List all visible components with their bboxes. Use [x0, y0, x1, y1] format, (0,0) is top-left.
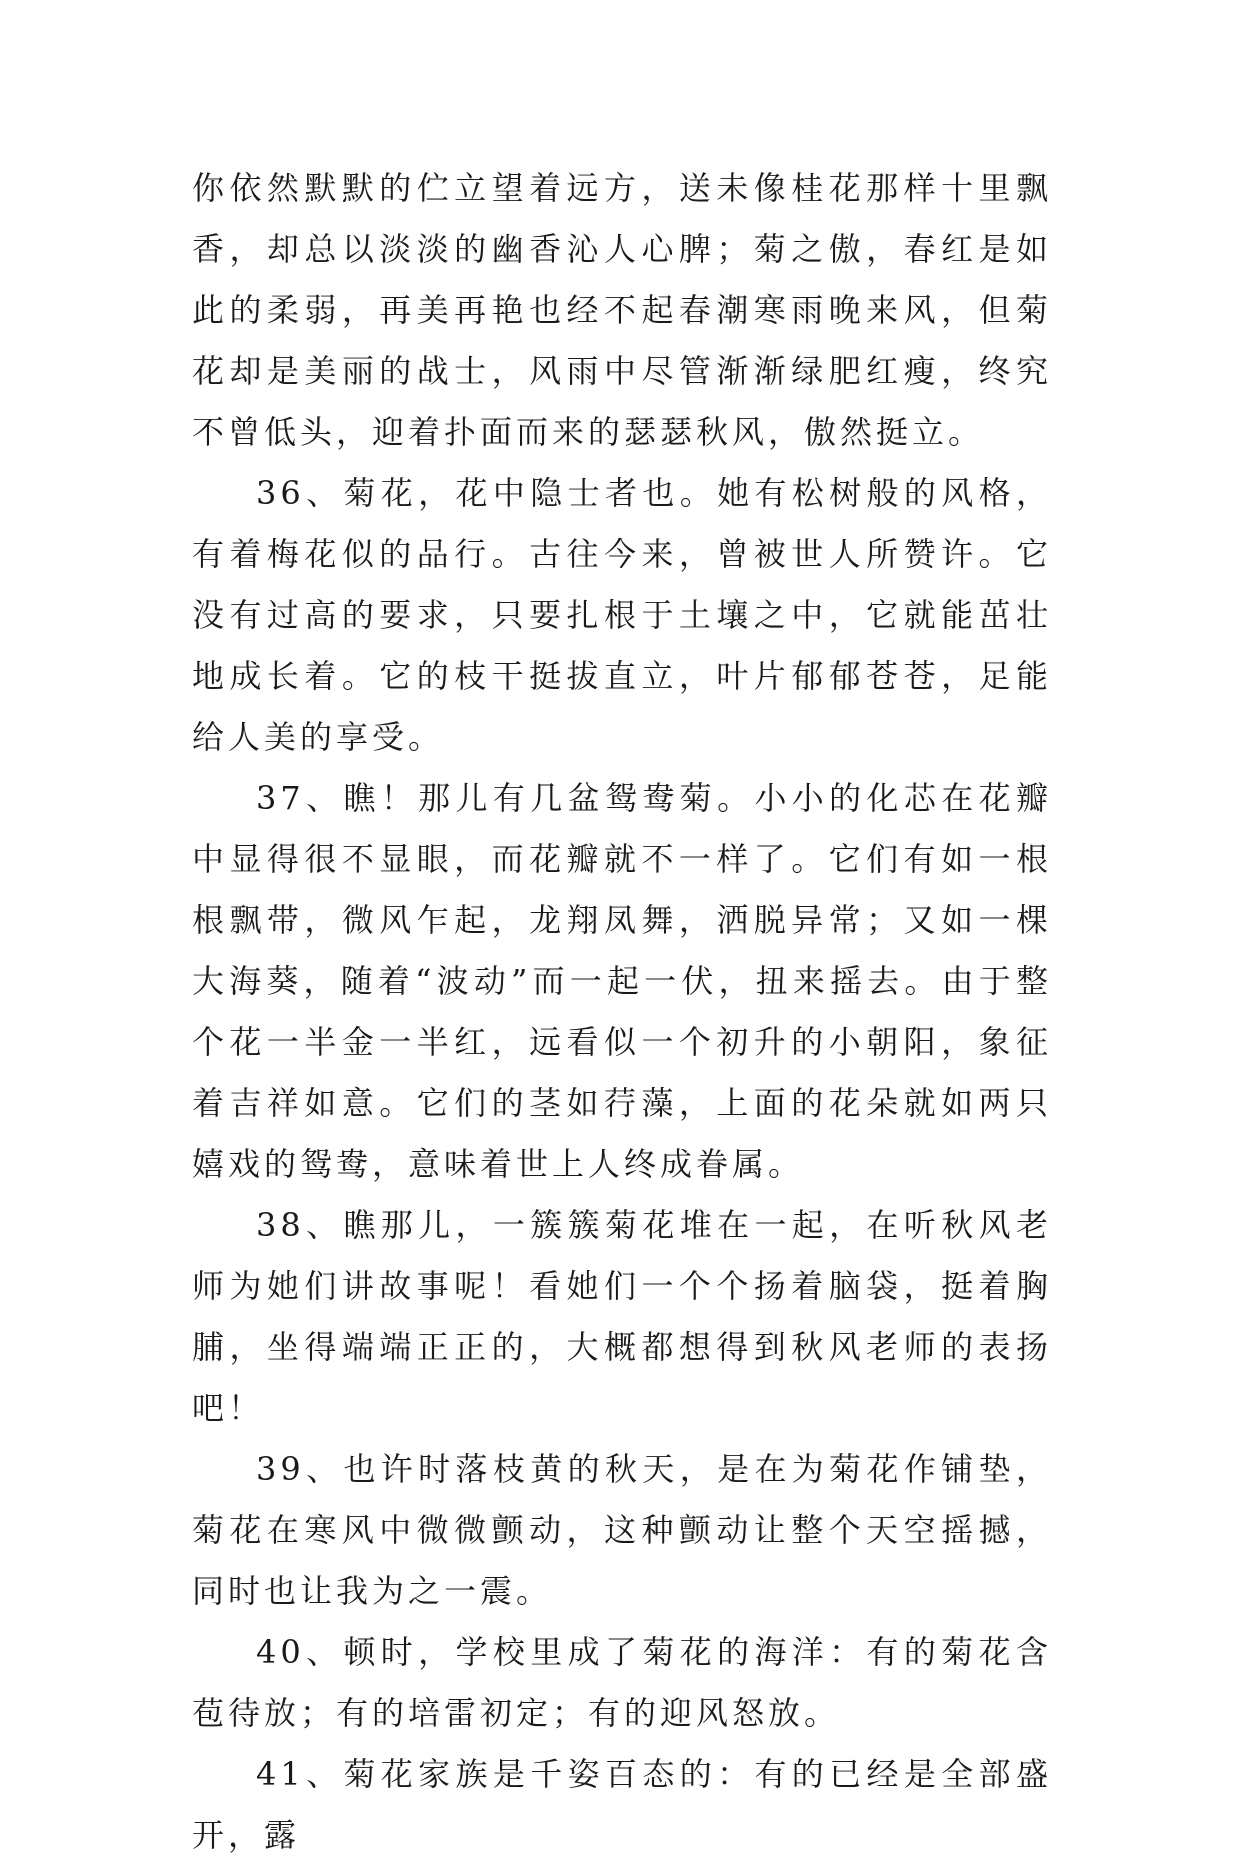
document-body	[192, 158, 1052, 1866]
paragraph-37: 37、瞧！那儿有几盆鸳鸯菊。小小的化芯在花瓣中显得很不显眼，而花瓣就不一样了。它们有如一根根飘带，微风乍起，龙翔凤舞，洒脱异常；又如一棵大海葵，随着“波动”而一起一伏，扭来摇去。由于整个花一半金一半红，远看似一个初升的小朝阳，象征着吉祥如意。它们的茎如荇藻，上面的花朵就如两只嬉戏的鸳鸯，意味着世上人终成眷属。	[192, 779, 1052, 1183]
paragraph-36: 36、菊花，花中隐士者也。她有松树般的风格，有着梅花似的品行。古往今来，曾被世人所赞许。它没有过高的要求，只要扎根于土壤之中，它就能茁壮地成长着。它的枝干挺拔直立，叶片郁郁苍苍，足能给人美的享受。	[192, 474, 1052, 756]
paragraph-41: 41、菊花家族是千姿百态的：有的已经是全部盛开，露	[192, 1755, 1052, 1854]
paragraph-39: 39、也许时落枝黄的秋天，是在为菊花作铺垫，菊花在寒风中微微颤动，这种颤动让整个天空摇撼，同时也让我为之一震。	[192, 1450, 1052, 1610]
paragraph-continuation: 你依然默默的伫立望着远方，送未像桂花那样十里飘香，却总以淡淡的幽香沁人心脾；菊之傲，春红是如此的柔弱，再美再艳也经不起春潮寒雨晚来风，但菊花却是美丽的战士，风雨中尽管渐渐绿肥红瘦，终究不曾低头，迎着扑面而来的瑟瑟秋风，傲然挺立。	[192, 169, 1052, 451]
paragraph-40: 40、顿时，学校里成了菊花的海洋：有的菊花含苞待放；有的培雷初定；有的迎风怒放。	[192, 1633, 1052, 1732]
paragraph-38: 38、瞧那儿，一簇簇菊花堆在一起，在听秋风老师为她们讲故事呢！看她们一个个扬着脑袋，挺着胸脯，坐得端端正正的，大概都想得到秋风老师的表扬吧！	[192, 1206, 1052, 1427]
